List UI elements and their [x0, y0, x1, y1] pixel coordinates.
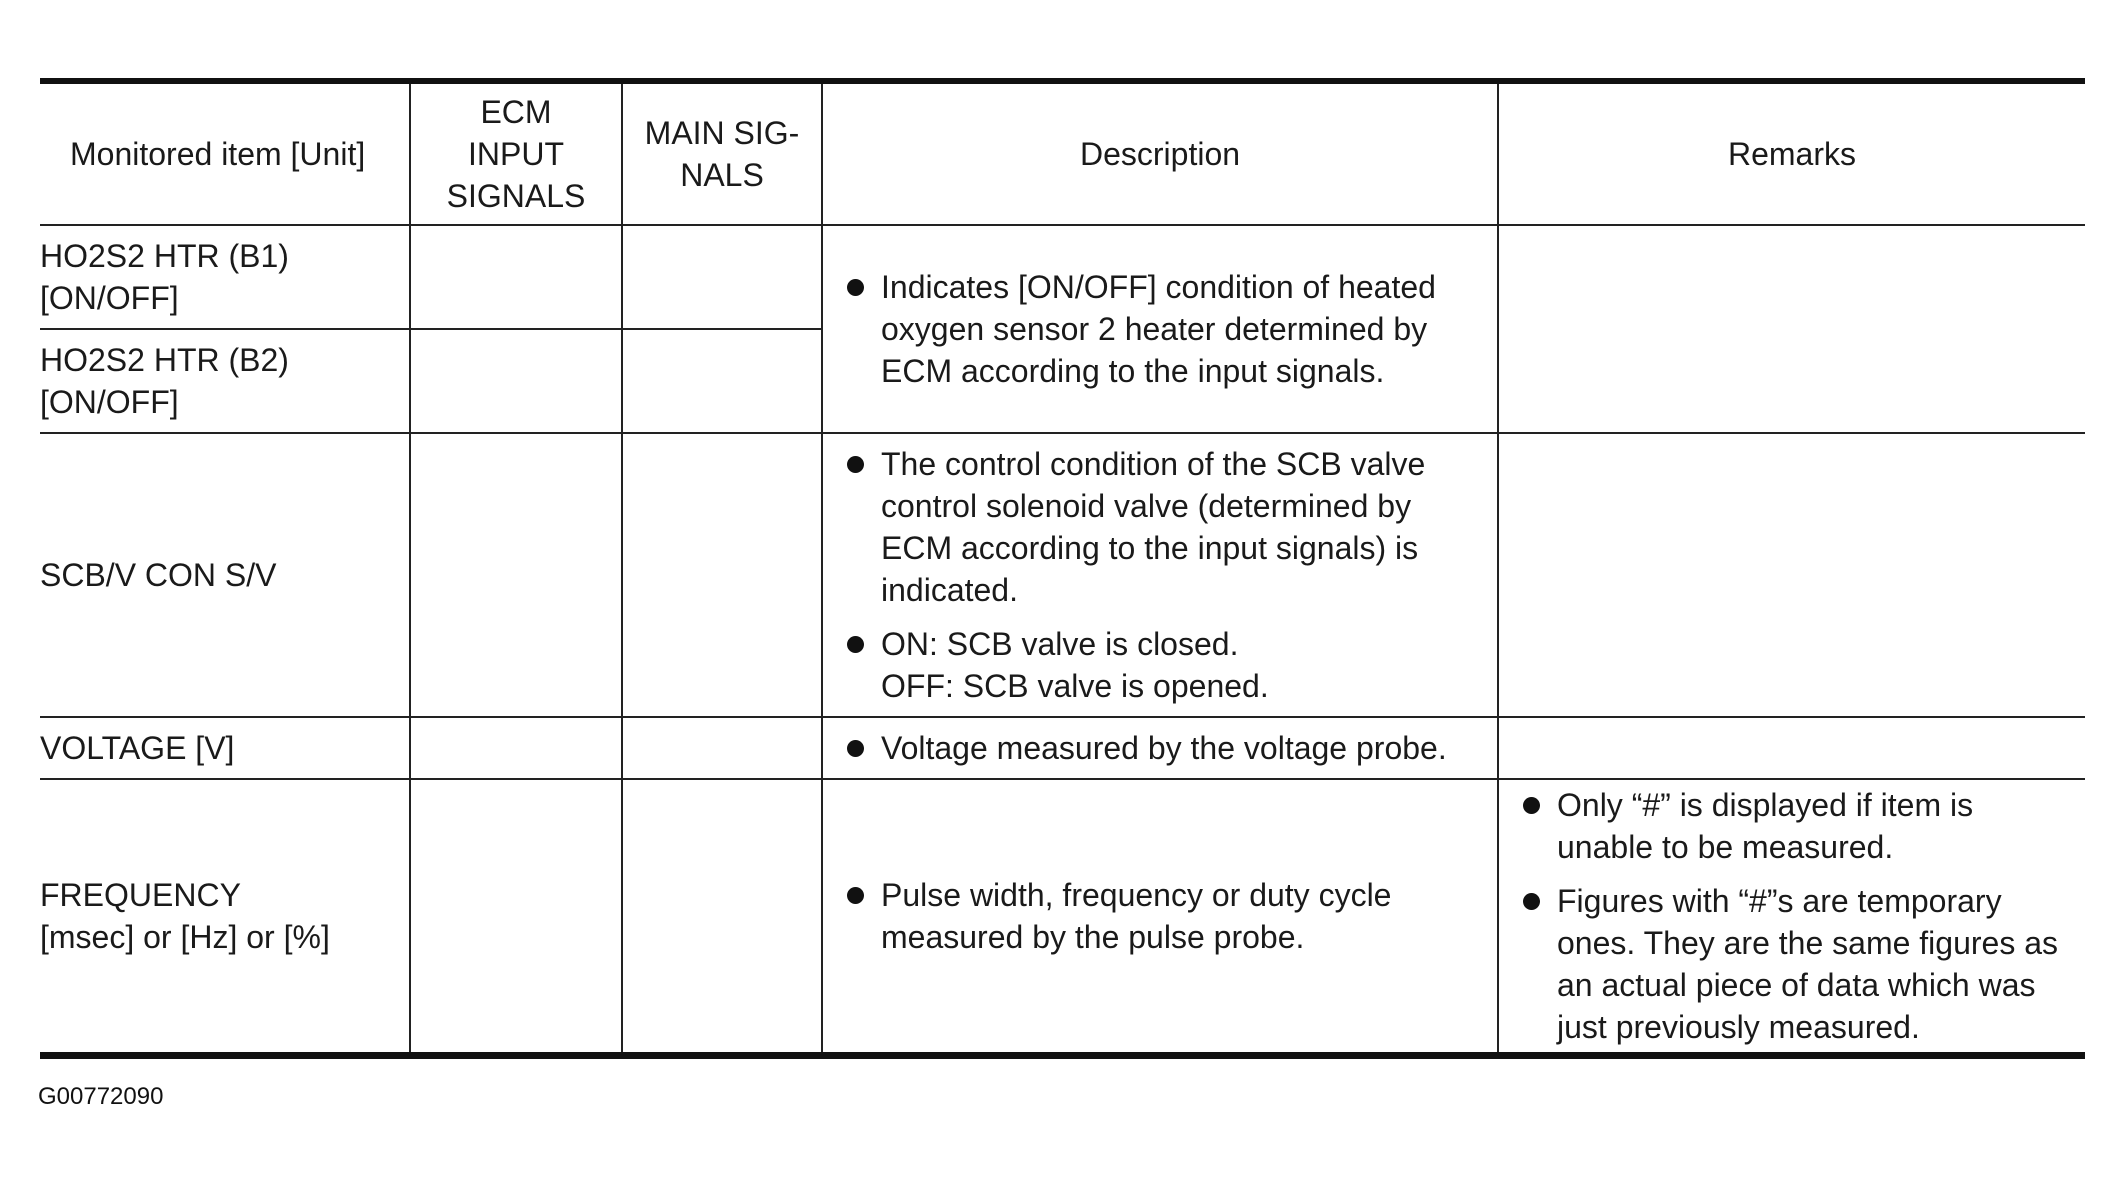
ecm-input-cell: [410, 329, 622, 433]
remark-line: Figures with “#”s are temporary: [1557, 883, 2002, 919]
desc-line: OFF: SCB valve is opened.: [881, 668, 1269, 704]
description-bullet: [847, 727, 1489, 769]
desc-line: Indicates [ON/OFF] condition of heated: [881, 269, 1436, 305]
ecm-input-cell: [410, 717, 622, 779]
ecm-input-cell: [410, 779, 622, 1056]
description-bullet: [847, 623, 1489, 707]
description-bullet: [847, 443, 1489, 611]
remark-bullet: [1523, 784, 2077, 868]
item-name: HO2S2 HTR (B1): [40, 238, 289, 274]
table-row: [40, 225, 2085, 329]
desc-line: indicated.: [881, 572, 1018, 608]
header-main-line-2: NALS: [680, 157, 764, 193]
ecm-input-cell: [410, 433, 622, 717]
description-scb: [822, 433, 1498, 717]
bullet-icon: [847, 279, 864, 296]
remark-line: Only “#” is displayed if item is: [1557, 787, 1974, 823]
data-monitor-table: [40, 78, 2085, 1059]
table-row: [40, 433, 2085, 717]
item-ho2s2-htr-b2: [40, 329, 410, 433]
header-ecm-line-2: INPUT: [468, 136, 564, 172]
remarks-cell: [1498, 433, 2085, 717]
desc-line: Voltage measured by the voltage probe.: [881, 730, 1447, 766]
description-voltage: [822, 717, 1498, 779]
desc-line: ECM according to the input signals) is: [881, 530, 1419, 566]
main-signals-cell: [622, 433, 822, 717]
description-bullet: [847, 874, 1489, 958]
bullet-icon: [847, 887, 864, 904]
table-header-row: [40, 81, 2085, 225]
header-ecm-line-1: ECM: [480, 94, 552, 130]
bullet-icon: [847, 740, 864, 757]
bullet-icon: [847, 456, 864, 473]
desc-line: oxygen sensor 2 heater determined by: [881, 311, 1428, 347]
remarks-frequency: [1498, 779, 2085, 1056]
desc-line: ON: SCB valve is closed.: [881, 626, 1239, 662]
item-voltage: VOLTAGE [V]: [40, 717, 410, 779]
main-signals-cell: [622, 225, 822, 329]
desc-line: ECM according to the input signals.: [881, 353, 1385, 389]
remark-line: an actual piece of data which was: [1557, 967, 2036, 1003]
main-signals-cell: [622, 779, 822, 1056]
item-frequency: [40, 779, 410, 1056]
main-signals-cell: [622, 717, 822, 779]
item-unit: [ON/OFF]: [40, 384, 179, 420]
description-ho2s2-htr: [822, 225, 1498, 433]
remark-bullet: [1523, 880, 2077, 1048]
header-monitored-item: Monitored item [Unit]: [40, 81, 410, 225]
remark-line: ones. They are the same figures as: [1557, 925, 2059, 961]
desc-line: The control condition of the SCB valve: [881, 446, 1426, 482]
bullet-icon: [1523, 797, 1540, 814]
table-row: [40, 717, 2085, 779]
item-ho2s2-htr-b1: [40, 225, 410, 329]
desc-line: control solenoid valve (determined by: [881, 488, 1412, 524]
header-remarks: Remarks: [1498, 81, 2085, 225]
ecm-input-cell: [410, 225, 622, 329]
table-row: [40, 779, 2085, 1056]
header-ecm-input-signals: [410, 81, 622, 225]
item-unit: [msec] or [Hz] or [%]: [40, 919, 330, 955]
item-scb-v-con-s-v: SCB/V CON S/V: [40, 433, 410, 717]
header-description: Description: [822, 81, 1498, 225]
item-name: FREQUENCY: [40, 877, 241, 913]
figure-id: G00772090: [38, 1083, 164, 1110]
header-main-signals: [622, 81, 822, 225]
remarks-cell: [1498, 225, 2085, 433]
remarks-cell: [1498, 717, 2085, 779]
description-bullet: [847, 266, 1489, 392]
remark-line: unable to be measured.: [1557, 829, 1894, 865]
header-ecm-line-3: SIGNALS: [446, 178, 586, 214]
remark-line: just previously measured.: [1557, 1009, 1920, 1045]
desc-line: measured by the pulse probe.: [881, 919, 1305, 955]
main-signals-cell: [622, 329, 822, 433]
desc-line: Pulse width, frequency or duty cycle: [881, 877, 1392, 913]
header-main-line-1: MAIN SIG-: [644, 115, 800, 151]
bullet-icon: [1523, 893, 1540, 910]
item-name: HO2S2 HTR (B2): [40, 342, 289, 378]
description-frequency: [822, 779, 1498, 1056]
bullet-icon: [847, 636, 864, 653]
item-unit: [ON/OFF]: [40, 280, 179, 316]
